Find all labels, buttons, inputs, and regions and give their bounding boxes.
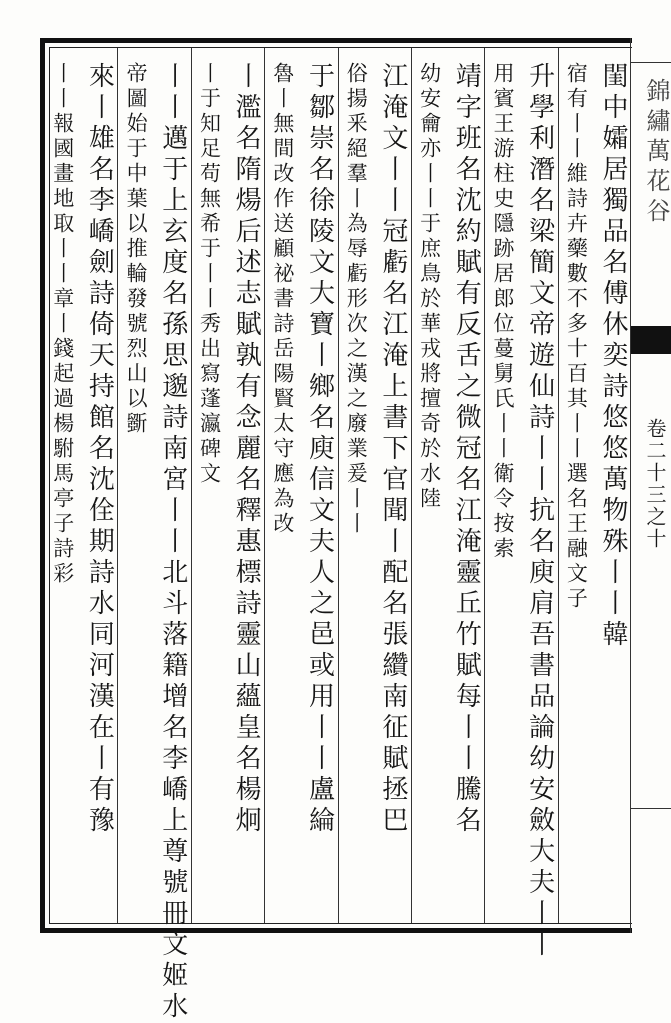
text-column: [230, 62, 263, 919]
header-rule-top: [631, 62, 671, 63]
text-block: [49, 47, 632, 1023]
text-column: [451, 62, 484, 919]
column-text: 丨濫名隋煬后述志賦孰有念麗名釋惠標詩靈山蘊皇名楊炯: [231, 62, 262, 837]
fish-tail-mark: [631, 326, 671, 354]
text-column: [561, 62, 594, 919]
header-rule-bottom: [631, 808, 671, 809]
text-column: [341, 62, 374, 919]
page-frame: [40, 38, 632, 1023]
text-column: [157, 62, 190, 1023]
column-text: 丨丨報國畫地取丨丨章丨錢起過楊駙馬亭子詩彩: [50, 62, 75, 587]
column-text: 于鄒崇名徐陵文大寶丨鄉名庾信文夫人之邑或用丨丨盧綸: [304, 62, 335, 837]
column-text: 幼安龠亦丨丨于庶鳥於華戎將擅奇於水陸: [417, 62, 442, 512]
text-column: [597, 62, 630, 919]
text-column: [84, 62, 117, 919]
column-text: 升學利潛名梁簡文帝遊仙詩丨丨抗名庾肩吾書品論幼安斂大夫丨丨: [524, 62, 555, 961]
text-column: [304, 62, 337, 919]
text-column: [487, 62, 520, 919]
column-divider: [191, 48, 192, 923]
text-column: [524, 62, 557, 961]
column-text: 丨于知足苟無希于丨丨秀出寫蓬瀛碑文: [197, 62, 222, 487]
text-column: [414, 62, 447, 919]
column-divider: [264, 48, 265, 923]
text-column: [120, 62, 153, 919]
column-divider: [558, 48, 559, 923]
column-text: 靖字班名沈約賦有反舌之微冠名江淹靈丘竹賦每丨丨騰名: [451, 62, 482, 837]
column-text: 帝圖始于中葉以推輪發號烈山以斵: [124, 62, 149, 437]
column-divider: [338, 48, 339, 923]
column-text: 用賓王游柱史隱跡居郎位蔓舅氏丨丨衛令按索: [490, 62, 515, 562]
text-column: [47, 62, 80, 919]
column-text: 江淹文丨丨冠虧名江淹上書下官聞丨配名張纘南征賦拯巴: [377, 62, 408, 837]
volume-label: 卷二十三之十: [643, 418, 667, 550]
column-text: 來丨雄名李嶠劍詩倚天持館名沈佺期詩水同河漢在丨有豫: [84, 62, 115, 837]
book-title: 錦繡萬花谷: [642, 78, 670, 228]
page-edge-header: [630, 38, 671, 933]
text-column: [267, 62, 300, 919]
column-text: 宿有丨丨維詩卉藥數不多十百其丨丨選名王融文子: [564, 62, 589, 612]
column-text: 俗揚釆絕羣丨為辱虧形次之漢之廢業爰丨丨: [344, 62, 369, 537]
text-column: [377, 62, 410, 919]
column-divider: [411, 48, 412, 923]
text-column: [194, 62, 227, 919]
column-divider: [117, 48, 118, 923]
column-text: 丨丨邁于上玄度名孫思邈詩南宮丨丨北斗落籍增名李嶠上尊號冊文姬水: [157, 62, 188, 1023]
column-divider: [484, 48, 485, 923]
column-text: 魯丨無間改作送顧祕書詩岳陽賢太守應為改: [270, 62, 295, 537]
column-text: 閨中孀居獨品名傅休奕詩悠悠萬物殊丨丨韓: [598, 62, 628, 651]
